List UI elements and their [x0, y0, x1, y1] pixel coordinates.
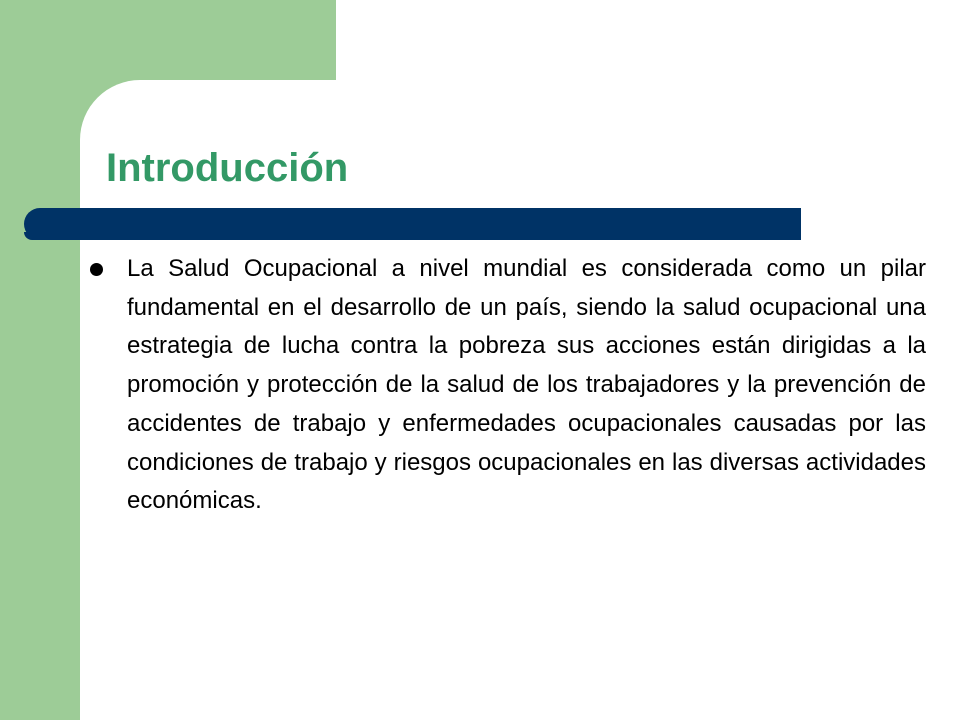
slide-title: Introducción — [106, 146, 349, 190]
title-bar-accent — [24, 232, 64, 240]
bullet-dot-icon — [90, 263, 103, 276]
bullet-list — [90, 250, 926, 521]
title-underline-bar — [24, 208, 801, 240]
bullet-item — [90, 250, 926, 521]
bullet-text: La Salud Ocupacional a nivel mundial es considerada como un pilar fundamental en el desarrollo de un país, siendo la salud ocupacional una estrategia de lucha contra la pobreza sus acciones están dirigidas a la promoción y protección de la salud de los trabajadores y la prevención de accidentes de trabajo y enfermedades ocupacionales causadas por las condiciones de trabajo y riesgos ocupacionales en las diversas actividades económicas. — [127, 255, 926, 515]
